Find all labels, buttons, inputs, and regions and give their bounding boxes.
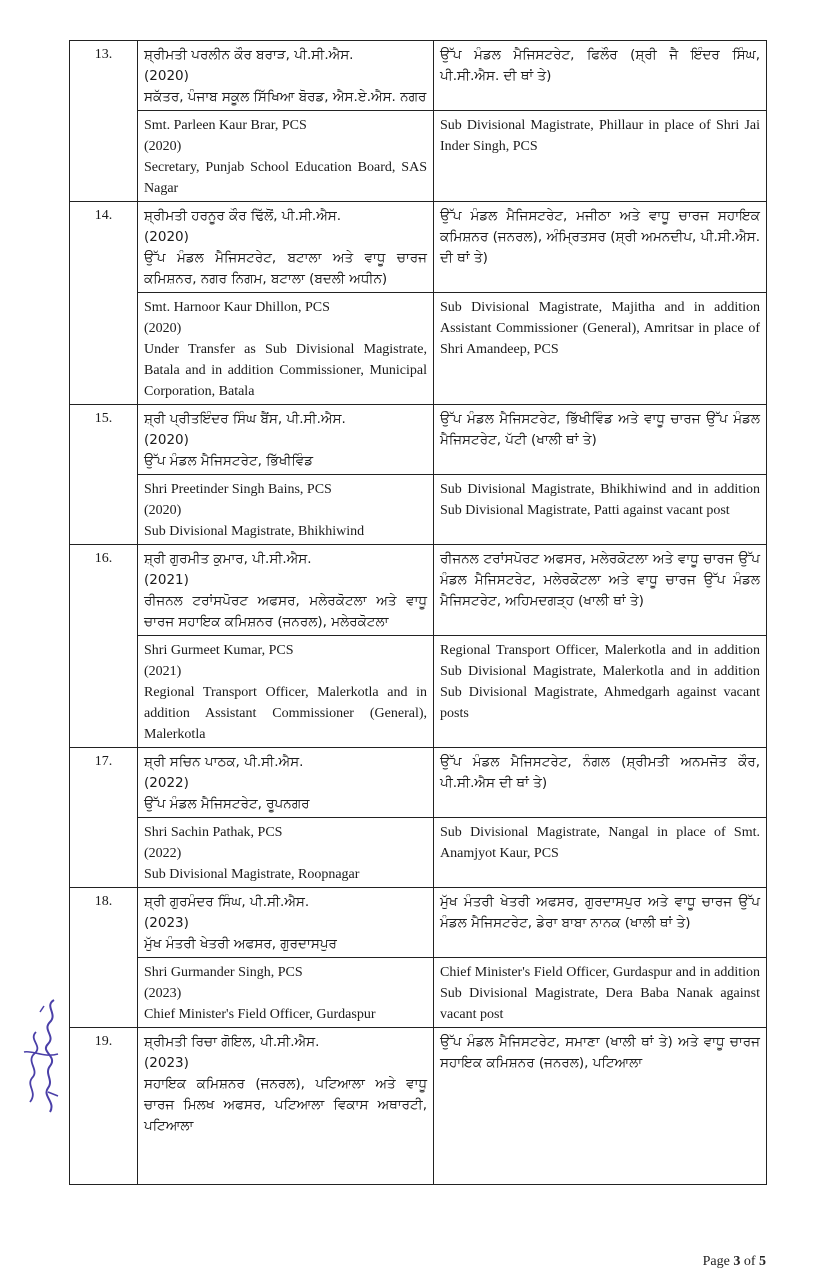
posting-cell-english (434, 293, 767, 405)
en-current-text: Sub Divisional Magistrate, Bhikhiwind (144, 524, 365, 539)
pa-name-text: ਸ਼੍ਰੀਮਤੀ ਪਰਲੀਨ ਕੌਰ ਬਰਾੜ, ਪੀ.ਸੀ.ਐਸ. (144, 47, 354, 63)
posting-cell-english (434, 636, 767, 748)
pa-name-text: ਸ਼੍ਰੀ ਗੁਰਮੀਤ ਕੁਮਾਰ, ਪੀ.ਸੀ.ਐਸ. (144, 551, 312, 567)
officer-cell-english (138, 475, 434, 545)
officer-cell-punjabi (138, 545, 434, 636)
pa-current-text: ਮੁੱਖ ਮੰਤਰੀ ਖੇਤਰੀ ਅਫਸਰ, ਗੁਰਦਾਸਪੁਰ (144, 936, 337, 952)
officer-cell-english (138, 636, 434, 748)
pa-name-text: ਸ਼੍ਰੀ ਪ੍ਰੀਤਇੰਦਰ ਸਿੰਘ ਬੈਂਸ, ਪੀ.ਸੀ.ਐਸ. (144, 411, 346, 427)
page-total: 5 (759, 1254, 766, 1269)
posting-cell-english (434, 475, 767, 545)
posting-cell-english (434, 111, 767, 202)
posting-table (69, 40, 767, 1185)
officer-cell-english (138, 111, 434, 202)
pa-year-text: (2020) (144, 432, 189, 448)
serial-number: 19. (70, 1028, 138, 1185)
en-name-text: Shri Gurmeet Kumar, PCS (144, 643, 294, 658)
table-row (70, 475, 767, 545)
en-posting-text: Sub Divisional Magistrate, Majitha and in addition Assistant Commissioner (General), Amritsar in place of Shri Amandeep, PCS (440, 300, 760, 357)
pa-year-text: (2022) (144, 775, 189, 791)
pa-current-text: ਰੀਜਨਲ ਟਰਾਂਸਪੋਰਟ ਅਫਸਰ, ਮਲੇਰਕੋਟਲਾ ਅਤੇ ਵਾਧੂ ਚਾਰਜ ਸਹਾਇਕ ਕਮਿਸ਼ਨਰ (ਜਨਰਲ), ਮਲੇਰਕੋਟਲਾ (144, 593, 427, 630)
en-current-text: Chief Minister's Field Officer, Gurdaspur (144, 1007, 376, 1022)
table-row (70, 958, 767, 1028)
pa-name-text: ਸ਼੍ਰੀ ਗੁਰਮੰਦਰ ਸਿੰਘ, ਪੀ.ਸੀ.ਐਸ. (144, 894, 310, 910)
table-row (70, 818, 767, 888)
pa-posting-text: ਮੁੱਖ ਮੰਤਰੀ ਖੇਤਰੀ ਅਫਸਰ, ਗੁਰਦਾਸਪੁਰ ਅਤੇ ਵਾਧੂ ਚਾਰਜ ਉੱਪ ਮੰਡਲ ਮੈਜਿਸਟਰੇਟ, ਡੇਰਾ ਬਾਬਾ ਨਾਨਕ (ਖਾਲੀ ਥਾਂ ਤੇ) (440, 894, 760, 931)
en-current-text: Secretary, Punjab School Education Board, SAS Nagar (144, 160, 427, 196)
en-year-text: (2021) (144, 664, 182, 679)
posting-cell-punjabi (434, 1028, 767, 1185)
en-current-text: Regional Transport Officer, Malerkotla and in addition Assistant Commissioner (General), Malerkotla (144, 685, 427, 742)
handwritten-signature-icon (14, 992, 69, 1122)
table-row (70, 111, 767, 202)
page-word: Page (702, 1254, 730, 1269)
en-posting-text: Sub Divisional Magistrate, Bhikhiwind and in addition Sub Divisional Magistrate, Patti against vacant post (440, 482, 760, 518)
en-year-text: (2020) (144, 321, 182, 336)
pa-posting-text: ਉੱਪ ਮੰਡਲ ਮੈਜਿਸਟਰੇਟ, ਫਿਲੌਰ (ਸ਼੍ਰੀ ਜੈ ਇੰਦਰ ਸਿੰਘ, ਪੀ.ਸੀ.ਐਸ. ਦੀ ਥਾਂ ਤੇ) (440, 47, 760, 84)
officer-cell-punjabi (138, 748, 434, 818)
pa-current-text: ਉੱਪ ਮੰਡਲ ਮੈਜਿਸਟਰੇਟ, ਰੂਪਨਗਰ (144, 796, 310, 812)
page-footer (703, 1254, 766, 1270)
en-year-text: (2020) (144, 503, 182, 518)
pa-posting-text: ਉੱਪ ਮੰਡਲ ਮੈਜਿਸਟਰੇਟ, ਨੰਗਲ (ਸ਼੍ਰੀਮਤੀ ਅਨਮਜੋਤ ਕੌਰ, ਪੀ.ਸੀ.ਐਸ ਦੀ ਥਾਂ ਤੇ) (440, 754, 760, 791)
en-posting-text: Chief Minister's Field Officer, Gurdaspur and in addition Sub Divisional Magistrate, Dera Baba Nanak against vacant post (440, 965, 760, 1022)
pa-year-text: (2020) (144, 68, 189, 84)
officer-cell-english (138, 293, 434, 405)
pa-posting-text: ਉੱਪ ਮੰਡਲ ਮੈਜਿਸਟਰੇਟ, ਸਮਾਣਾ (ਖਾਲੀ ਥਾਂ ਤੇ) ਅਤੇ ਵਾਧੂ ਚਾਰਜ ਸਹਾਇਕ ਕਮਿਸ਼ਨਰ (ਜਨਰਲ), ਪਟਿਆਲਾ (440, 1034, 760, 1071)
table-row (70, 545, 767, 636)
table-row (70, 1028, 767, 1185)
pa-posting-text: ਉੱਪ ਮੰਡਲ ਮੈਜਿਸਟਰੇਟ, ਭਿੱਖੀਵਿੰਡ ਅਤੇ ਵਾਧੂ ਚਾਰਜ ਉੱਪ ਮੰਡਲ ਮੈਜਿਸਟਰੇਟ, ਪੱਟੀ (ਖਾਲੀ ਥਾਂ ਤੇ) (440, 411, 760, 448)
serial-number: 15. (70, 405, 138, 545)
pa-name-text: ਸ਼੍ਰੀ ਸਚਿਨ ਪਾਠਕ, ਪੀ.ਸੀ.ਐਸ. (144, 754, 304, 770)
en-name-text: Shri Sachin Pathak, PCS (144, 825, 283, 840)
pa-year-text: (2023) (144, 1055, 189, 1071)
posting-table-body (70, 41, 767, 1185)
posting-cell-english (434, 958, 767, 1028)
pa-name-text: ਸ਼੍ਰੀਮਤੀ ਰਿਚਾ ਗੋਇਲ, ਪੀ.ਸੀ.ਐਸ. (144, 1034, 320, 1050)
officer-cell-punjabi (138, 202, 434, 293)
serial-number: 18. (70, 888, 138, 1028)
table-row (70, 41, 767, 111)
pa-current-text: ਸਕੱਤਰ, ਪੰਜਾਬ ਸਕੂਲ ਸਿੱਖਿਆ ਬੋਰਡ, ਐਸ.ਏ.ਐਸ. ਨਗਰ (144, 89, 427, 105)
posting-cell-punjabi (434, 748, 767, 818)
table-row (70, 888, 767, 958)
posting-cell-punjabi (434, 888, 767, 958)
posting-cell-punjabi (434, 41, 767, 111)
posting-cell-english (434, 818, 767, 888)
en-posting-text: Sub Divisional Magistrate, Nangal in place of Smt. Anamjyot Kaur, PCS (440, 825, 760, 861)
table-row (70, 405, 767, 475)
officer-cell-punjabi (138, 1028, 434, 1185)
pa-current-text: ਸਹਾਇਕ ਕਮਿਸ਼ਨਰ (ਜਨਰਲ), ਪਟਿਆਲਾ ਅਤੇ ਵਾਧੂ ਚਾਰਜ ਮਿਲਖ ਅਫਸਰ, ਪਟਿਆਲਾ ਵਿਕਾਸ ਅਥਾਰਟੀ, ਪਟਿਆਲਾ (144, 1076, 427, 1134)
table-row (70, 748, 767, 818)
pa-current-text: ਉੱਪ ਮੰਡਲ ਮੈਜਿਸਟਰੇਟ, ਬਟਾਲਾ ਅਤੇ ਵਾਧੂ ਚਾਰਜ ਕਮਿਸ਼ਨਰ, ਨਗਰ ਨਿਗਮ, ਬਟਾਲਾ (ਬਦਲੀ ਅਧੀਨ) (144, 250, 427, 287)
page-number: 3 (733, 1254, 741, 1269)
serial-number: 16. (70, 545, 138, 748)
serial-number: 17. (70, 748, 138, 888)
pa-year-text: (2020) (144, 229, 189, 245)
en-name-text: Smt. Harnoor Kaur Dhillon, PCS (144, 300, 330, 315)
officer-cell-english (138, 958, 434, 1028)
pa-posting-text: ਉੱਪ ਮੰਡਲ ਮੈਜਿਸਟਰੇਟ, ਮਜੀਠਾ ਅਤੇ ਵਾਧੂ ਚਾਰਜ ਸਹਾਇਕ ਕਮਿਸ਼ਨਰ (ਜਨਰਲ), ਅੰਮ੍ਰਿਤਸਰ (ਸ਼੍ਰੀ ਅਮਨਦੀਪ, ਪੀ.ਸੀ.ਐਸ. ਦੀ ਥਾਂ ਤੇ) (440, 208, 760, 266)
pa-current-text: ਉੱਪ ਮੰਡਲ ਮੈਜਿਸਟਰੇਟ, ਭਿੱਖੀਵਿੰਡ (144, 453, 313, 469)
en-name-text: Shri Gurmander Singh, PCS (144, 965, 303, 980)
en-posting-text: Sub Divisional Magistrate, Phillaur in place of Shri Jai Inder Singh, PCS (440, 118, 760, 154)
en-current-text: Sub Divisional Magistrate, Roopnagar (144, 867, 360, 882)
posting-cell-punjabi (434, 545, 767, 636)
en-name-text: Shri Preetinder Singh Bains, PCS (144, 482, 332, 497)
signature-mark (14, 992, 69, 1122)
table-row (70, 202, 767, 293)
en-year-text: (2022) (144, 846, 182, 861)
en-year-text: (2023) (144, 986, 182, 1001)
pa-year-text: (2023) (144, 915, 189, 931)
en-current-text: Under Transfer as Sub Divisional Magistrate, Batala and in addition Commissioner, Municipal Corporation, Batala (144, 342, 427, 399)
pa-year-text: (2021) (144, 572, 189, 588)
table-row (70, 293, 767, 405)
officer-cell-english (138, 818, 434, 888)
table-row (70, 636, 767, 748)
posting-cell-punjabi (434, 405, 767, 475)
serial-number: 14. (70, 202, 138, 405)
serial-number: 13. (70, 41, 138, 202)
pa-name-text: ਸ਼੍ਰੀਮਤੀ ਹਰਨੂਰ ਕੌਰ ਢਿੱਲੋਂ, ਪੀ.ਸੀ.ਐਸ. (144, 208, 342, 224)
of-word: of (743, 1254, 756, 1269)
posting-cell-punjabi (434, 202, 767, 293)
en-year-text: (2020) (144, 139, 182, 154)
officer-cell-punjabi (138, 405, 434, 475)
en-name-text: Smt. Parleen Kaur Brar, PCS (144, 118, 307, 133)
en-posting-text: Regional Transport Officer, Malerkotla and in addition Sub Divisional Magistrate, Malerkotla and in addition Sub Divisional Magistrate, Ahmedgarh against vacant posts (440, 643, 760, 721)
pa-posting-text: ਰੀਜਨਲ ਟਰਾਂਸਪੋਰਟ ਅਫਸਰ, ਮਲੇਰਕੋਟਲਾ ਅਤੇ ਵਾਧੂ ਚਾਰਜ ਉੱਪ ਮੰਡਲ ਮੈਜਿਸਟਰੇਟ, ਮਲੇਰਕੋਟਲਾ ਅਤੇ ਵਾਧੂ ਚਾਰਜ ਉੱਪ ਮੰਡਲ ਮੈਜਿਸਟਰੇਟ, ਅਹਿਮਦਗੜ੍ਹ (ਖਾਲੀ ਥਾਂ ਤੇ) (440, 551, 760, 609)
officer-cell-punjabi (138, 888, 434, 958)
officer-cell-punjabi (138, 41, 434, 111)
